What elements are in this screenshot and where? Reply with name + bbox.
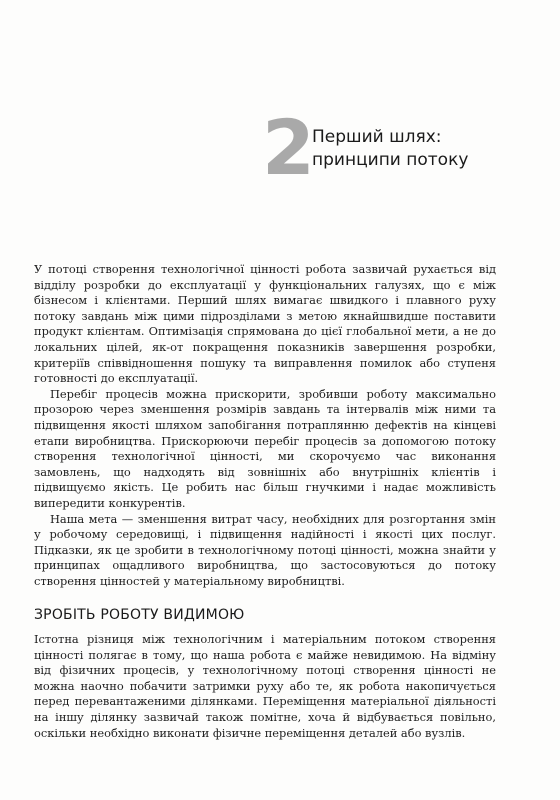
paragraph: Перебіг процесів можна прискорити, зробивши роботу максимально прозорою через зменшення розмірів завдань та інтервалів між ними та підвищення якості шляхом запобігання потраплянню дефектів на кінцеві етапи виробництва. Прискорюючи перебіг процесів за допомогою потоку створення технологічної цінності, ми скорочуємо час виконання замовлень, що надходять від зовнішніх або внутрішніх клієнтів і підвищуємо якість. Це робить нас більш гнучкими і надає можливість випередити конкурентів. — [34, 386, 496, 510]
paragraph: Істотна різниця між технологічним і матеріальним потоком створення цінності полягає в тому, що наша робота є майже невидимою. На відміну від фізичних процесів, у технологічному потоці створення цінності не можна наочно побачити затримки руху або те, як робота накопичується перед перевантаженими ділянками. Переміщення матеріальної діяльності на іншу ділянку зазвичай також помітне, хоча й відбувається повільно, оскільки необхідно виконати фізичне переміщення деталей або вузлів. — [34, 632, 496, 740]
chapter-title — [312, 126, 468, 172]
paragraph: У потоці створення технологічної цінності робота зазвичай рухається від відділу розробки до експлуатації у функціональних галузях, що є між бізнесом і клієнтами. Перший шлях вимагає швидкого і плавного руху потоку завдань між цими підрозділами з метою якнайшвидше поставити продукт клієнтам. Оптимізація спрямована до цієї глобальної мети, а не до локальних цілей, як-от покращення показників завершення розробки, критеріїв співвідношення пошуку та виправлення помилок або ступеня готовності до експлуатації. — [34, 262, 496, 386]
intro-text — [34, 262, 496, 589]
section-heading: ЗРОБІТЬ РОБОТУ ВИДИМОЮ — [34, 607, 245, 623]
chapter-number: 2 — [262, 103, 315, 192]
chapter-header — [262, 103, 552, 192]
paragraph: Наша мета — зменшення витрат часу, необхідних для розгортання змін у робочому середовищі, і підвищення надійності і якості цих послуг. Підказки, як це зробити в технологічному потоці цінності, можна знайти у принципах ощадливого виробництва, що застосовуються до потоку створення цінностей у матеріальному виробництві. — [34, 511, 496, 588]
chapter-title-line-2: принципи потоку — [312, 150, 469, 170]
chapter-title-line-1: Перший шлях: — [312, 127, 442, 147]
section-text — [34, 632, 496, 741]
